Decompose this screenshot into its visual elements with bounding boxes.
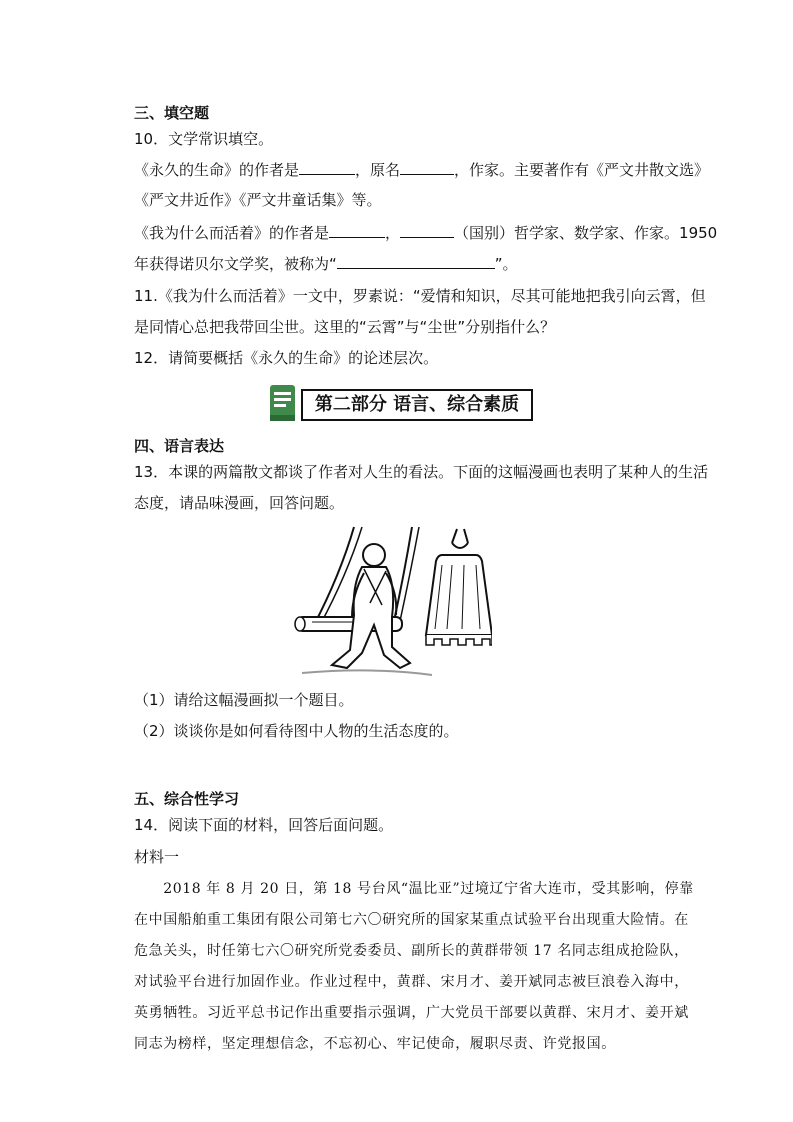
question-10-line-2: 《严文井近作》《严文井童话集》等。	[134, 191, 382, 209]
original-name-blank[interactable]	[400, 160, 454, 175]
q10-text-a: 《永久的生命》的作者是	[134, 161, 300, 179]
q10-text-b: ，原名	[355, 161, 401, 179]
title-blank[interactable]	[337, 254, 495, 269]
question-11-line-1: 11.《我为什么而活着》一文中，罗素说：“爱情和知识，尽其可能地把我引向云霄，但	[134, 287, 706, 305]
book-icon	[268, 383, 298, 423]
q10-text-c: ，作家。主要著作有《严文井散文选》	[454, 161, 710, 179]
question-10-line-4	[134, 254, 518, 274]
material-line: 在中国船舶重工集团有限公司第七六〇研究所的国家某重点试验平台出现重大险情。在	[134, 912, 689, 928]
q10-text-f: （国别）哲学家、数学家、作家。1950	[454, 224, 718, 242]
material-line: 2018 年 8 月 20 日，第 18 号台风“温比亚”过境辽宁省大连市，受其影响，停靠	[134, 881, 694, 897]
question-14: 14．阅读下面的材料，回答后面问题。	[134, 816, 394, 834]
material-line: 危急关头，时任第七六〇研究所党委委员、副所长的黄群带领 17 名同志组成抢险队，	[134, 943, 689, 959]
nationality-blank[interactable]	[400, 223, 454, 238]
banner-title: 第二部分 语言、综合素质	[301, 389, 533, 421]
material-line: 英勇牺牲。习近平总书记作出重要指示强调，广大党员干部要以黄群、宋月才、姜开斌	[134, 1005, 689, 1021]
q10-text-h: ”。	[494, 255, 518, 273]
question-10: 10．文学常识填空。	[134, 130, 274, 148]
section-4-heading: 四、语言表达	[134, 437, 225, 455]
question-13-line-2: 态度，请品味漫画，回答问题。	[134, 494, 345, 512]
section-5-heading: 五、综合性学习	[134, 790, 240, 808]
russell-author-blank[interactable]	[329, 223, 385, 238]
section-3-heading: 三、填空题	[134, 104, 210, 122]
q10-text-d: 《我为什么而活着》的作者是	[134, 224, 330, 242]
question-12: 12．请简要概括《永久的生命》的论述层次。	[134, 349, 439, 367]
question-10-line-1	[134, 160, 709, 180]
question-13-line-1: 13．本课的两篇散文都谈了作者对人生的看法。下面的这幅漫画也表明了某种人的生活	[134, 463, 709, 481]
material-line: 同志为榜样，坚定理想信念，不忘初心、牢记使命，履职尽责、许党报国。	[134, 1036, 616, 1052]
part-two-banner	[268, 383, 534, 423]
question-13-sub-2: （2）谈谈你是如何看待图中人物的生活态度的。	[134, 722, 459, 740]
question-11-line-2: 是同情心总把我带回尘世。这里的“云霄”与“尘世”分别指什么？	[134, 318, 556, 336]
author-blank[interactable]	[299, 160, 355, 175]
question-13-sub-1: （1）请给这幅漫画拟一个题目。	[134, 691, 354, 709]
material-title: 材料一	[134, 848, 180, 866]
material-line: 对试验平台进行加固作业。作业过程中，黄群、宋月才、姜开斌同志被巨浪卷入海中，	[134, 974, 689, 990]
q10-text-e: ，	[385, 224, 401, 242]
q10-text-g: 年获得诺贝尔文学奖，被称为“	[134, 255, 337, 273]
question-10-line-3	[134, 223, 717, 243]
monk-swinging-log-cartoon	[292, 525, 492, 685]
